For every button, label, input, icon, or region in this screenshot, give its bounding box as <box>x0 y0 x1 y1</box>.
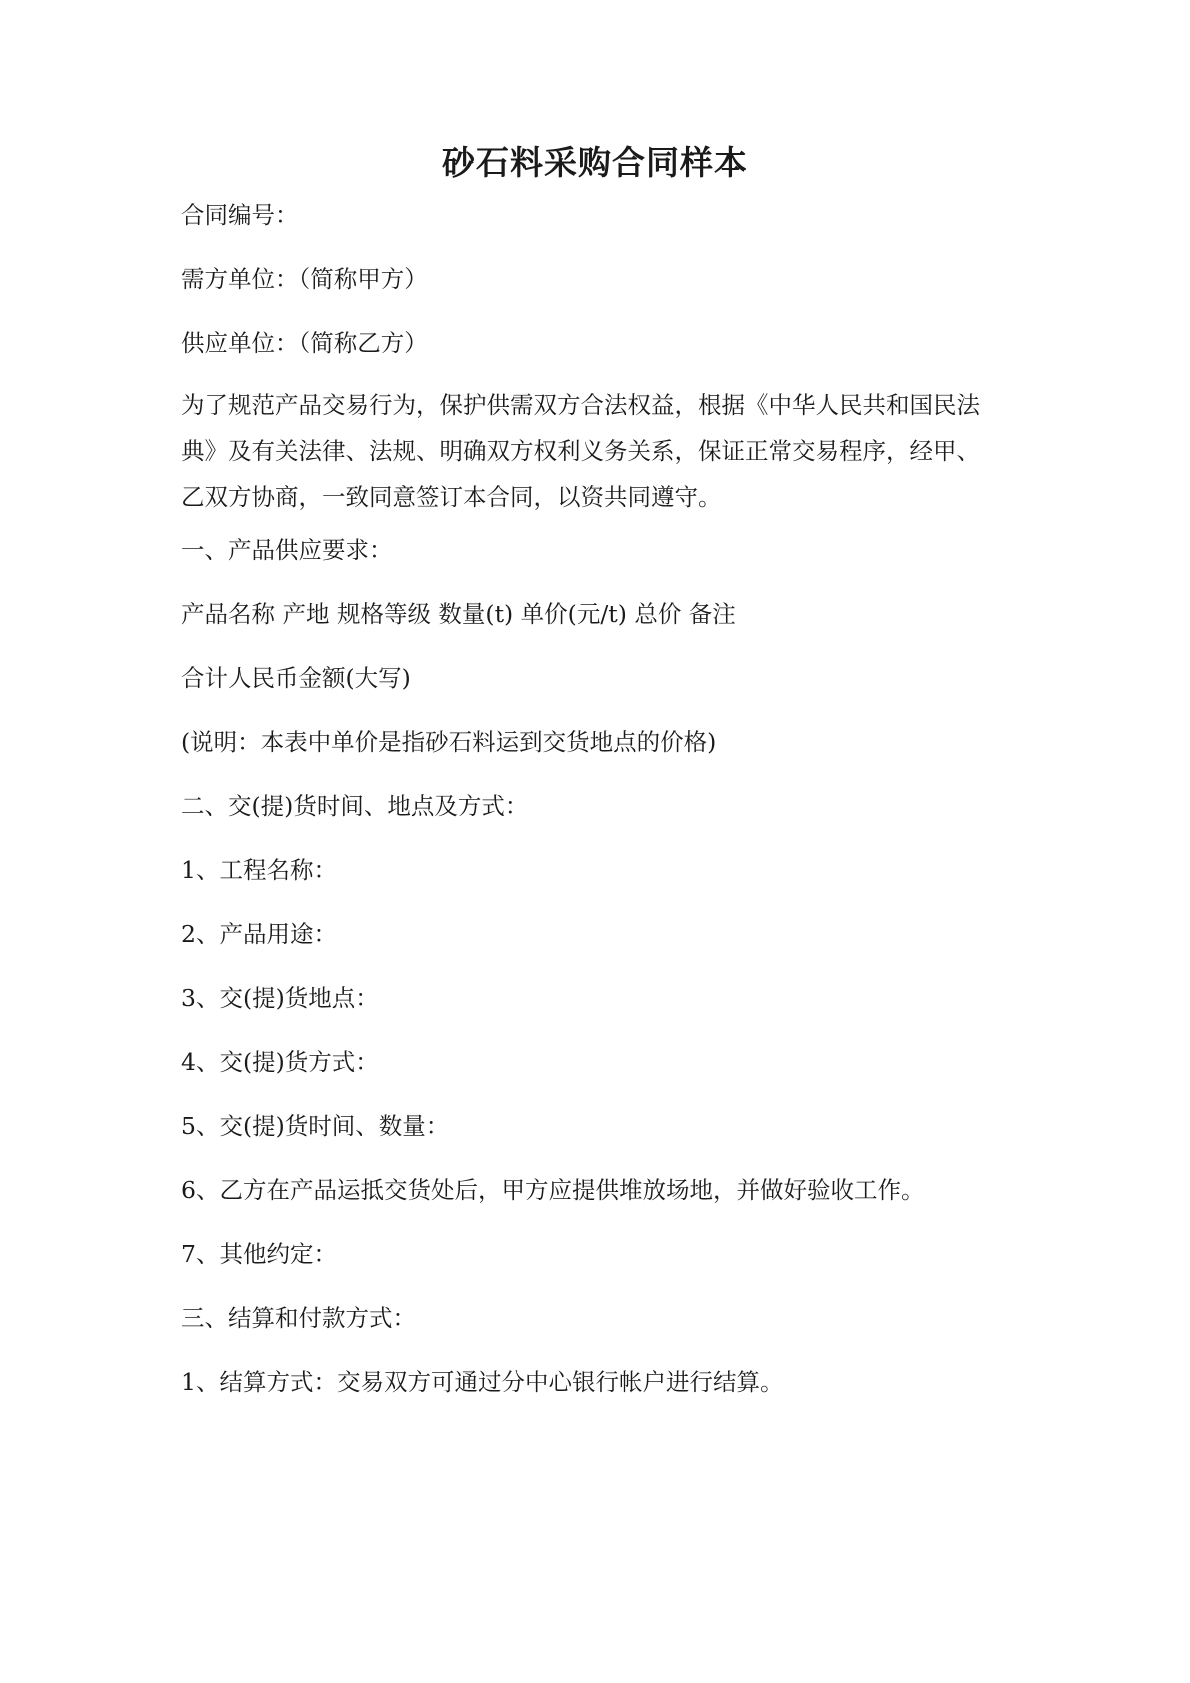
contract-no-line <box>181 192 1011 238</box>
s2-item-7-line <box>181 1231 1011 1277</box>
s3-item-1: 1、结算方式：交易双方可通过分中心银行帐户进行结算。 <box>181 1368 784 1396</box>
intro-line-2: 典》及有关法律、法规、明确双方权利义务关系，保证正常交易程序，经甲、 <box>181 437 980 465</box>
section-1-heading <box>181 527 1011 573</box>
section-2-heading <box>181 783 1011 829</box>
price-note-line <box>181 719 1011 765</box>
s2-item-6: 6、乙方在产品运抵交货处后，甲方应提供堆放场地，并做好验收工作。 <box>181 1176 925 1204</box>
intro-paragraph <box>181 382 1011 520</box>
s2-item-3: 3、交(提)货地点： <box>181 984 379 1012</box>
intro-line-3: 乙双方协商，一致同意签订本合同，以资共同遵守。 <box>181 483 722 511</box>
s2-item-4-line <box>181 1039 1011 1085</box>
table-header-line: 产品名称 产地 规格等级 数量(t) 单价(元/t) 总价 备注 <box>181 600 736 628</box>
buyer-line <box>181 256 1011 302</box>
s2-item-2-line <box>181 911 1011 957</box>
seller-line <box>181 320 1011 366</box>
s2-item-5-line <box>181 1103 1011 1149</box>
s2-item-5: 5、交(提)货时间、数量： <box>181 1112 450 1140</box>
section-3-title: 三、结算和付款方式： <box>181 1304 416 1332</box>
s3-item-1-line <box>181 1359 1011 1405</box>
s2-item-4: 4、交(提)货方式： <box>181 1048 379 1076</box>
s2-item-6-line <box>181 1167 1011 1213</box>
s2-item-1: 1、工程名称： <box>181 856 337 884</box>
section-3-heading <box>181 1295 1011 1341</box>
total-amount: 合计人民币金额(大写) <box>181 664 411 692</box>
price-note: (说明：本表中单价是指砂石料运到交货地点的价格) <box>181 728 717 756</box>
section-1-title: 一、产品供应要求： <box>181 536 393 564</box>
intro-line-1: 为了规范产品交易行为，保护供需双方合法权益，根据《中华人民共和国民法 <box>181 391 980 419</box>
s2-item-2: 2、产品用途： <box>181 920 337 948</box>
seller-unit: 供应单位：（简称乙方） <box>181 329 428 357</box>
s2-item-3-line <box>181 975 1011 1021</box>
section-2-title: 二、交(提)货时间、地点及方式： <box>181 792 529 820</box>
product-table-header <box>181 591 1011 637</box>
buyer-unit: 需方单位：（简称甲方） <box>181 265 428 293</box>
s2-item-1-line <box>181 847 1011 893</box>
document-title: 砂石料采购合同样本 <box>442 143 748 182</box>
total-amount-line <box>181 655 1011 701</box>
contract-no: 合同编号： <box>181 201 299 229</box>
s2-item-7: 7、其他约定： <box>181 1240 337 1268</box>
